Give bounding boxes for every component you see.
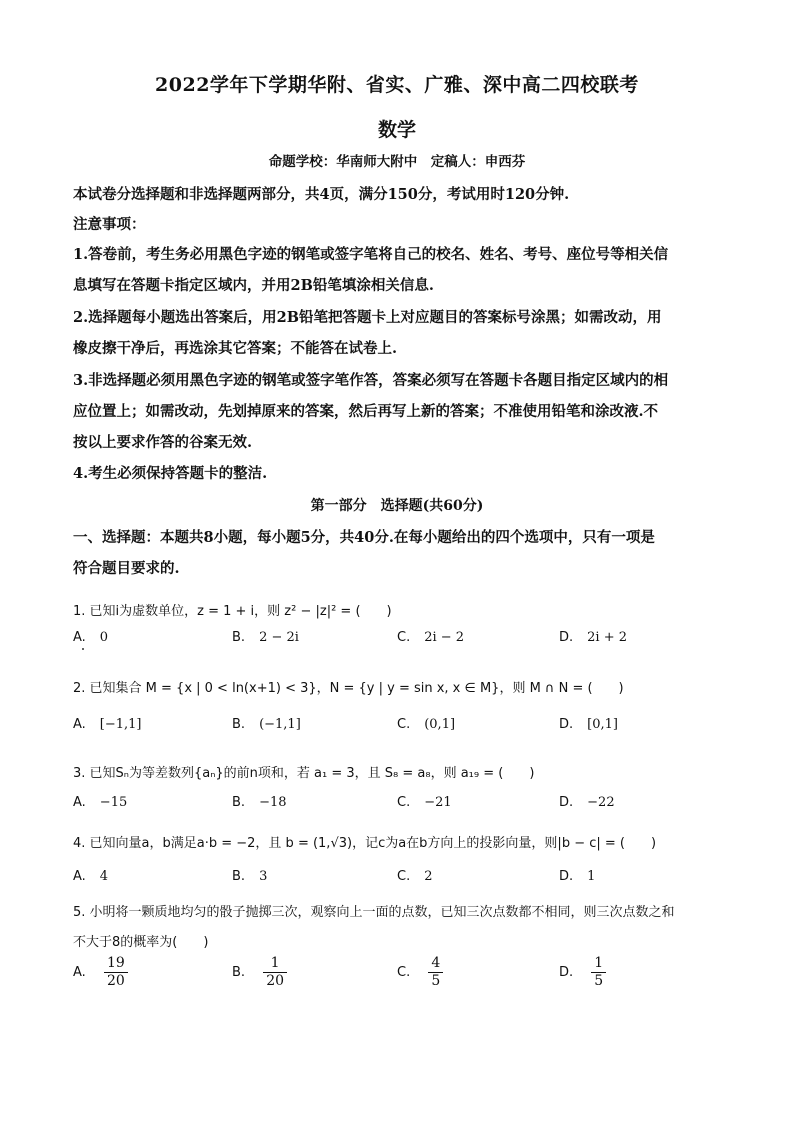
question-1-option-c: C. 2i − 2: [397, 630, 465, 645]
section-title: 第一部分 选择题(共60分): [310, 498, 484, 514]
question-4-option-c: C. 2: [397, 869, 433, 884]
notice-line: 应位置上；如需改动，先划掉原来的答案，然后再写上新的答案；不准使用铅笔和涂改液.不: [73, 403, 659, 420]
question-3-option-c: C. −21: [397, 795, 452, 810]
question-2-option-a: A. [−1,1]: [73, 717, 142, 732]
exam-description: 本试卷分选择题和非选择题两部分，共4页，满分150分，考试用时120分钟.: [73, 186, 570, 203]
question-5-option-c: C. $\frac{4}{5}$: [397, 955, 443, 990]
question-3-option-d: D. −22: [559, 795, 615, 810]
question-2-option-d: D. [0,1]: [559, 717, 618, 732]
notice-title: 注意事项：: [73, 216, 146, 233]
notice-line: 橡皮擦干净后，再选涂其它答案；不能答在试卷上.: [73, 340, 398, 357]
question-4-option-d: D. 1: [559, 869, 596, 884]
fraction: $\frac{4}{5}$: [428, 955, 443, 990]
section-instruction: 符合题目要求的.: [73, 560, 180, 577]
question-4-stem: 4. 已知向量a，b满足a·b = −2，且 b = (1,√3)，记c为a在b方向上的投影向量，则|b − c| = ( ): [73, 836, 657, 851]
question-4-option-a: A. 4: [73, 869, 109, 884]
fraction: $\frac{19}{20}$: [104, 955, 128, 990]
exam-title: 2022学年下学期华附、省实、广雅、深中高二四校联考: [155, 74, 639, 96]
notice-line: 3.非选择题必须用黑色字迹的钢笔或签字笔作答，答案必须写在答题卡各题目指定区域内的相: [73, 372, 669, 389]
scan-dot: [82, 648, 84, 650]
question-5-stem-cont: 不大于8的概率为( ): [73, 935, 209, 950]
fraction: $\frac{1}{20}$: [263, 955, 287, 990]
question-5-option-a: A. $\frac{19}{20}$: [73, 955, 128, 990]
question-5-stem: 5. 小明将一颗质地均匀的骰子抛掷三次，观察向上一面的点数，已知三次点数都不相同，则三次点数之和: [73, 905, 675, 920]
exam-subject: 数学: [377, 119, 416, 141]
question-5-option-b: B. $\frac{1}{20}$: [232, 955, 287, 990]
notice-line: 息填写在答题卡指定区域内，并用2B铅笔填涂相关信息.: [73, 277, 434, 294]
fraction: $\frac{1}{5}$: [591, 955, 606, 990]
notice-line: 1.答卷前，考生务必用黑色字迹的钢笔或签字笔将自己的校名、姓名、考号、座位号等相关信: [73, 246, 669, 263]
question-3-option-b: B. −18: [232, 795, 287, 810]
question-2-stem: 2. 已知集合 M = {x | 0 < ln(x+1) < 3}，N = {y | y = sin x, x ∈ M}，则 M ∩ N = ( ): [73, 681, 624, 696]
section-instruction: 一、选择题：本题共8小题，每小题5分，共40分.在每小题给出的四个选项中，只有一项是: [73, 529, 655, 546]
notice-line: 按以上要求作答的谷案无效.: [73, 434, 253, 451]
question-1-option-a: A. 0: [73, 630, 109, 645]
question-3-option-a: A. −15: [73, 795, 128, 810]
question-1-option-d: D. 2i + 2: [559, 630, 628, 645]
author-line: 命题学校：华南师大附中 定稿人：申西芬: [268, 154, 526, 170]
notice-line: 4.考生必须保持答题卡的整洁.: [73, 465, 268, 482]
question-2-option-c: C. (0,1]: [397, 717, 456, 732]
question-1-option-b: B. 2 − 2i: [232, 630, 299, 645]
question-5-option-d: D. $\frac{1}{5}$: [559, 955, 606, 990]
question-2-option-b: B. (−1,1]: [232, 717, 301, 732]
question-3-stem: 3. 已知Sₙ为等差数列{aₙ}的前n项和，若 a₁ = 3，且 S₈ = a₈，则 a₁₉ = ( ): [73, 766, 535, 781]
question-4-option-b: B. 3: [232, 869, 268, 884]
notice-line: 2.选择题每小题选出答案后，用2B铅笔把答题卡上对应题目的答案标号涂黑；如需改动，用: [73, 309, 662, 326]
question-1-stem: 1. 已知i为虚数单位，z = 1 + i，则 z² − |z|² = ( ): [73, 604, 392, 619]
